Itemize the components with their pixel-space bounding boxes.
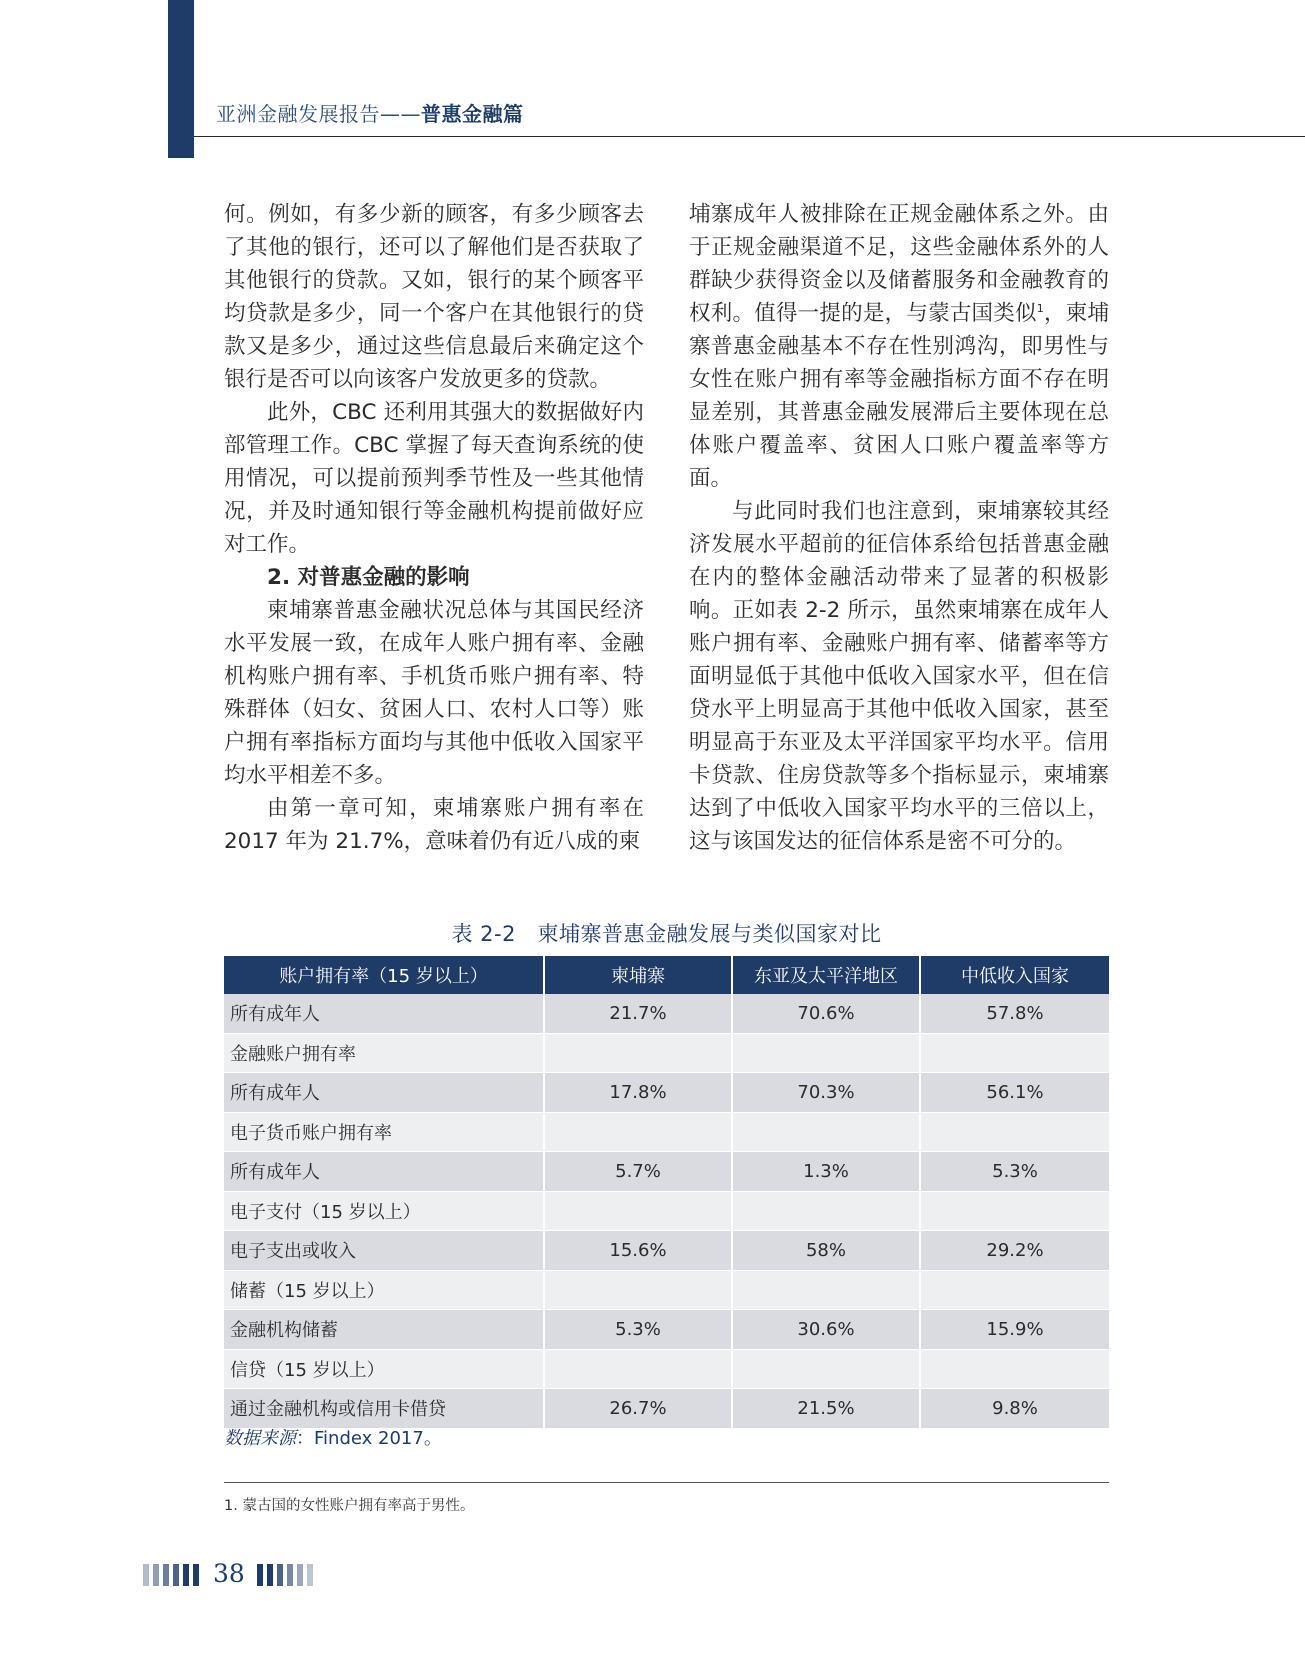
table-source	[224, 1424, 442, 1450]
east-asia-pacific-cell: 70.6%	[732, 994, 920, 1033]
right-paragraph-1	[689, 198, 1109, 495]
decor-bar	[307, 1564, 313, 1586]
left-paragraph-1: 何。例如，有多少新的顾客，有多少顾客去了其他的银行，还可以了解他们是否获取了其他银行的贷款。又如，银行的某个顾客平均贷款是多少，同一个客户在其他银行的贷款又是多少，通过这些信息最后来确定这个银行是否可以向该客户发放更多的贷款。	[224, 202, 644, 392]
footnote-rule	[224, 1482, 1109, 1483]
row-label-cell: 所有成年人	[224, 1073, 544, 1113]
decor-bar	[193, 1564, 199, 1586]
east-asia-pacific-cell: 1.3%	[732, 1152, 920, 1192]
east-asia-pacific-cell	[732, 1349, 920, 1389]
row-label-cell: 通过金融机构或信用卡借贷	[224, 1389, 544, 1429]
right-paragraph-2: 与此同时我们也注意到，柬埔寨较其经济发展水平超前的征信体系给包括普惠金融在内的整体金融活动带来了显著的积极影响。正如表 2-2 所示，虽然柬埔寨在成年人账户拥有率、金融账户拥有率、储蓄率等方面明显低于其他中低收入国家水平，但在信贷水平上明显高于其他中低收入国家，甚至明显高于东亚及太平洋国家平均水平。信用卡贷款、住房贷款等多个指标显示，柬埔寨达到了中低收入国家平均水平的三倍以上，这与该国发达的征信体系是密不可分的。	[689, 499, 1109, 854]
decor-bar	[143, 1564, 149, 1586]
east-asia-pacific-cell: 21.5%	[732, 1389, 920, 1429]
left-paragraph-3: 柬埔寨普惠金融状况总体与其国民经济水平发展一致，在成年人账户拥有率、金融机构账户拥有率、手机货币账户拥有率、特殊群体（妇女、贫困人口、农村人口等）账户拥有率指标方面均与其他中低收入国家平均水平相差不多。	[224, 598, 644, 788]
decor-bar	[173, 1564, 179, 1586]
cambodia-cell	[544, 1270, 732, 1310]
running-head	[216, 98, 524, 127]
comparison-table	[224, 956, 1109, 1429]
decor-bar	[297, 1564, 303, 1586]
page-decoration-right	[257, 1564, 313, 1586]
row-label-cell: 金融机构储蓄	[224, 1310, 544, 1350]
table-header-row	[224, 956, 1109, 994]
page-number: 38	[213, 1559, 245, 1588]
row-label-cell: 所有成年人	[224, 994, 544, 1033]
right-paragraph-1-a: 埔寨成年人被排除在正规金融体系之外。由于正规金融渠道不足，这些金融体系外的人群缺少获得资金以及储蓄服务和金融教育的权利。值得一提的是，与蒙古国类似	[689, 202, 1109, 326]
table-header-cell: 中低收入国家	[920, 956, 1109, 994]
table-row	[224, 1310, 1109, 1350]
lower-middle-income-cell	[920, 1349, 1109, 1389]
table-header-cell: 柬埔寨	[544, 956, 732, 994]
right-paragraph-1-b: ，柬埔寨普惠金融基本不存在性别鸿沟，即男性与女性在账户拥有率等金融指标方面不存在明显差别，其普惠金融发展滞后主要体现在总体账户覆盖率、贫困人口账户覆盖率等方面。	[689, 301, 1109, 491]
left-paragraph-4: 由第一章可知，柬埔寨账户拥有率在 2017 年为 21.7%，意味着仍有近八成的柬	[224, 796, 644, 854]
table-row	[224, 1112, 1109, 1152]
east-asia-pacific-cell	[732, 1033, 920, 1073]
cambodia-cell	[544, 1033, 732, 1073]
decor-bar	[183, 1564, 189, 1586]
decor-bar	[257, 1564, 263, 1586]
cambodia-cell	[544, 1191, 732, 1231]
lower-middle-income-cell	[920, 1033, 1109, 1073]
cambodia-cell: 21.7%	[544, 994, 732, 1033]
row-label-cell: 金融账户拥有率	[224, 1033, 544, 1073]
footnote: 1. 蒙古国的女性账户拥有率高于男性。	[224, 1498, 475, 1514]
lower-middle-income-cell: 9.8%	[920, 1389, 1109, 1429]
source-text: ：Findex 2017。	[296, 1428, 442, 1449]
east-asia-pacific-cell: 58%	[732, 1231, 920, 1271]
table-caption: 表 2-2 柬埔寨普惠金融发展与类似国家对比	[451, 922, 882, 946]
lower-middle-income-cell: 56.1%	[920, 1073, 1109, 1113]
lower-middle-income-cell	[920, 1191, 1109, 1231]
row-label-cell: 储蓄（15 岁以上）	[224, 1270, 544, 1310]
header-rule	[194, 136, 1305, 137]
lower-middle-income-cell: 57.8%	[920, 994, 1109, 1033]
east-asia-pacific-cell	[732, 1191, 920, 1231]
table-row	[224, 1033, 1109, 1073]
row-label-cell: 电子货币账户拥有率	[224, 1112, 544, 1152]
lower-middle-income-cell	[920, 1270, 1109, 1310]
table-row	[224, 1270, 1109, 1310]
decor-bar	[287, 1564, 293, 1586]
decor-bar	[267, 1564, 273, 1586]
cambodia-cell: 17.8%	[544, 1073, 732, 1113]
cambodia-cell: 26.7%	[544, 1389, 732, 1429]
table-row	[224, 994, 1109, 1033]
table-row	[224, 1389, 1109, 1429]
table-row	[224, 1349, 1109, 1389]
cambodia-cell: 5.3%	[544, 1310, 732, 1350]
decor-bar	[277, 1564, 283, 1586]
cambodia-cell: 15.6%	[544, 1231, 732, 1271]
east-asia-pacific-cell: 70.3%	[732, 1073, 920, 1113]
lower-middle-income-cell: 5.3%	[920, 1152, 1109, 1192]
east-asia-pacific-cell	[732, 1270, 920, 1310]
table-row	[224, 1191, 1109, 1231]
table-row	[224, 1073, 1109, 1113]
running-head-title-bold: 普惠金融篇	[421, 102, 524, 126]
decor-bar	[163, 1564, 169, 1586]
section-subheading: 2. 对普惠金融的影响	[267, 565, 470, 590]
header-accent-bar	[168, 0, 194, 158]
row-label-cell: 信贷（15 岁以上）	[224, 1349, 544, 1389]
running-head-title: 亚洲金融发展报告——	[216, 102, 421, 126]
lower-middle-income-cell: 15.9%	[920, 1310, 1109, 1350]
cambodia-cell	[544, 1349, 732, 1389]
cambodia-cell	[544, 1112, 732, 1152]
table-row	[224, 1152, 1109, 1192]
lower-middle-income-cell	[920, 1112, 1109, 1152]
cambodia-cell: 5.7%	[544, 1152, 732, 1192]
lower-middle-income-cell: 29.2%	[920, 1231, 1109, 1271]
row-label-cell: 电子支付（15 岁以上）	[224, 1191, 544, 1231]
table-header-cell: 账户拥有率（15 岁以上）	[224, 956, 544, 994]
east-asia-pacific-cell: 30.6%	[732, 1310, 920, 1350]
row-label-cell: 电子支出或收入	[224, 1231, 544, 1271]
table-row	[224, 1231, 1109, 1271]
left-paragraph-2: 此外，CBC 还利用其强大的数据做好内部管理工作。CBC 掌握了每天查询系统的使用情况，可以提前预判季节性及一些其他情况，并及时通知银行等金融机构提前做好应对工作。	[224, 400, 644, 557]
left-column	[224, 198, 644, 858]
right-column	[689, 198, 1109, 858]
table-header-cell: 东亚及太平洋地区	[732, 956, 920, 994]
source-label: 数据来源	[224, 1428, 296, 1449]
decor-bar	[153, 1564, 159, 1586]
east-asia-pacific-cell	[732, 1112, 920, 1152]
page-decoration-left	[143, 1564, 199, 1586]
row-label-cell: 所有成年人	[224, 1152, 544, 1192]
footnote-ref: 1	[1036, 301, 1044, 315]
